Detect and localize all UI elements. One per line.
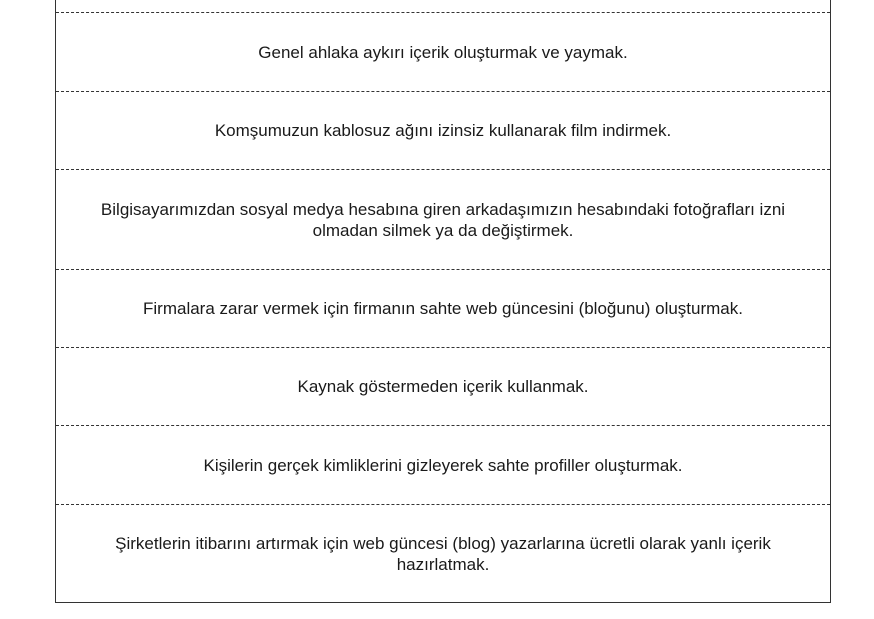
statement-text: Bilgisayarımızdan sosyal medya hesabına giren arkadaşımızın hesabındaki fotoğrafları izni olmadan silmek ya da değiştirmek. [100, 199, 786, 240]
statement-text: Firmalara zarar vermek için firmanın sahte web güncesini (bloğunu) oluşturmak. [143, 299, 743, 318]
statement-text: Kişilerin gerçek kimliklerini gizleyerek sahte profiller oluşturmak. [203, 455, 683, 475]
statement-row [56, 348, 830, 425]
statement-text: Şirketlerin itibarını artırmak için web güncesi (blog) yazarlarına ücretli olarak yanlı içerik hazırlatmak. [115, 533, 771, 574]
statement-row [56, 13, 830, 91]
statement-row [56, 270, 830, 347]
statement-row [56, 426, 830, 504]
statement-row [56, 505, 830, 602]
statement-row [56, 170, 830, 269]
statement-text: Kaynak göstermeden içerik kullanmak. [297, 377, 589, 396]
statements-table [55, 0, 831, 603]
statement-text: Komşumuzun kablosuz ağını izinsiz kullanarak film indirmek. [214, 121, 672, 140]
statement-text: Genel ahlaka aykırı içerik oluşturmak ve yaymak. [258, 42, 628, 62]
statement-row [56, 92, 830, 169]
